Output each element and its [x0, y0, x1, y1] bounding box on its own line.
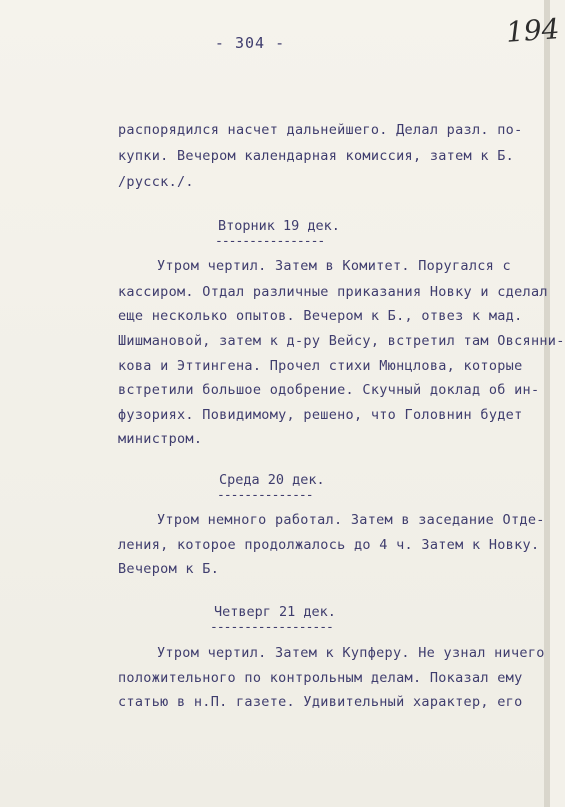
text-line: еще несколько опытов. Вечером к Б., отвез к мад.	[118, 308, 523, 324]
text-line: фузориях. Повидимому, решено, что Головнин будет	[118, 407, 523, 423]
text-line: положительного по контрольным делам. Показал ему	[118, 670, 523, 686]
text-line: Утром немного работал. Затем в заседание Отде-	[157, 512, 545, 528]
page-number: - 304 -	[214, 34, 286, 52]
heading-underline: --------------	[217, 488, 313, 503]
text-line: статью в н.П. газете. Удивительный характер, его	[118, 694, 523, 710]
entry-heading: Четверг 21 дек.	[214, 604, 336, 620]
text-line: купки. Вечером календарная комиссия, затем к Б.	[118, 148, 515, 164]
text-line: кова и Эттингена. Прочел стихи Мюнцлова, которые	[118, 358, 523, 374]
text-line: Шишмановой, затем к д-ру Вейсу, встретил там Овсянни-	[118, 333, 565, 349]
text-line: Утром чертил. Затем в Комитет. Поругался с	[157, 258, 511, 274]
entry-heading: Среда 20 дек.	[219, 472, 325, 488]
text-line: Вечером к Б.	[118, 561, 220, 577]
heading-underline: ----------------	[215, 234, 325, 249]
text-line: Утром чертил. Затем к Купферу. Не узнал ничего	[157, 645, 545, 661]
archive-number: 194	[504, 12, 561, 49]
heading-underline: ------------------	[210, 620, 333, 635]
entry-heading: Вторник 19 дек.	[218, 218, 340, 234]
text-line: распорядился насчет дальнейшего. Делал разл. по-	[118, 122, 523, 138]
text-line: встретили большое одобрение. Скучный доклад об ин-	[118, 382, 540, 398]
text-line: кассиром. Отдал различные приказания Новку и сделал	[118, 284, 548, 300]
page-edge	[544, 0, 550, 807]
text-line: /русск./.	[118, 174, 194, 190]
text-line: министром.	[118, 431, 203, 447]
text-line: ления, которое продолжалось до 4 ч. Затем к Новку.	[118, 537, 540, 553]
